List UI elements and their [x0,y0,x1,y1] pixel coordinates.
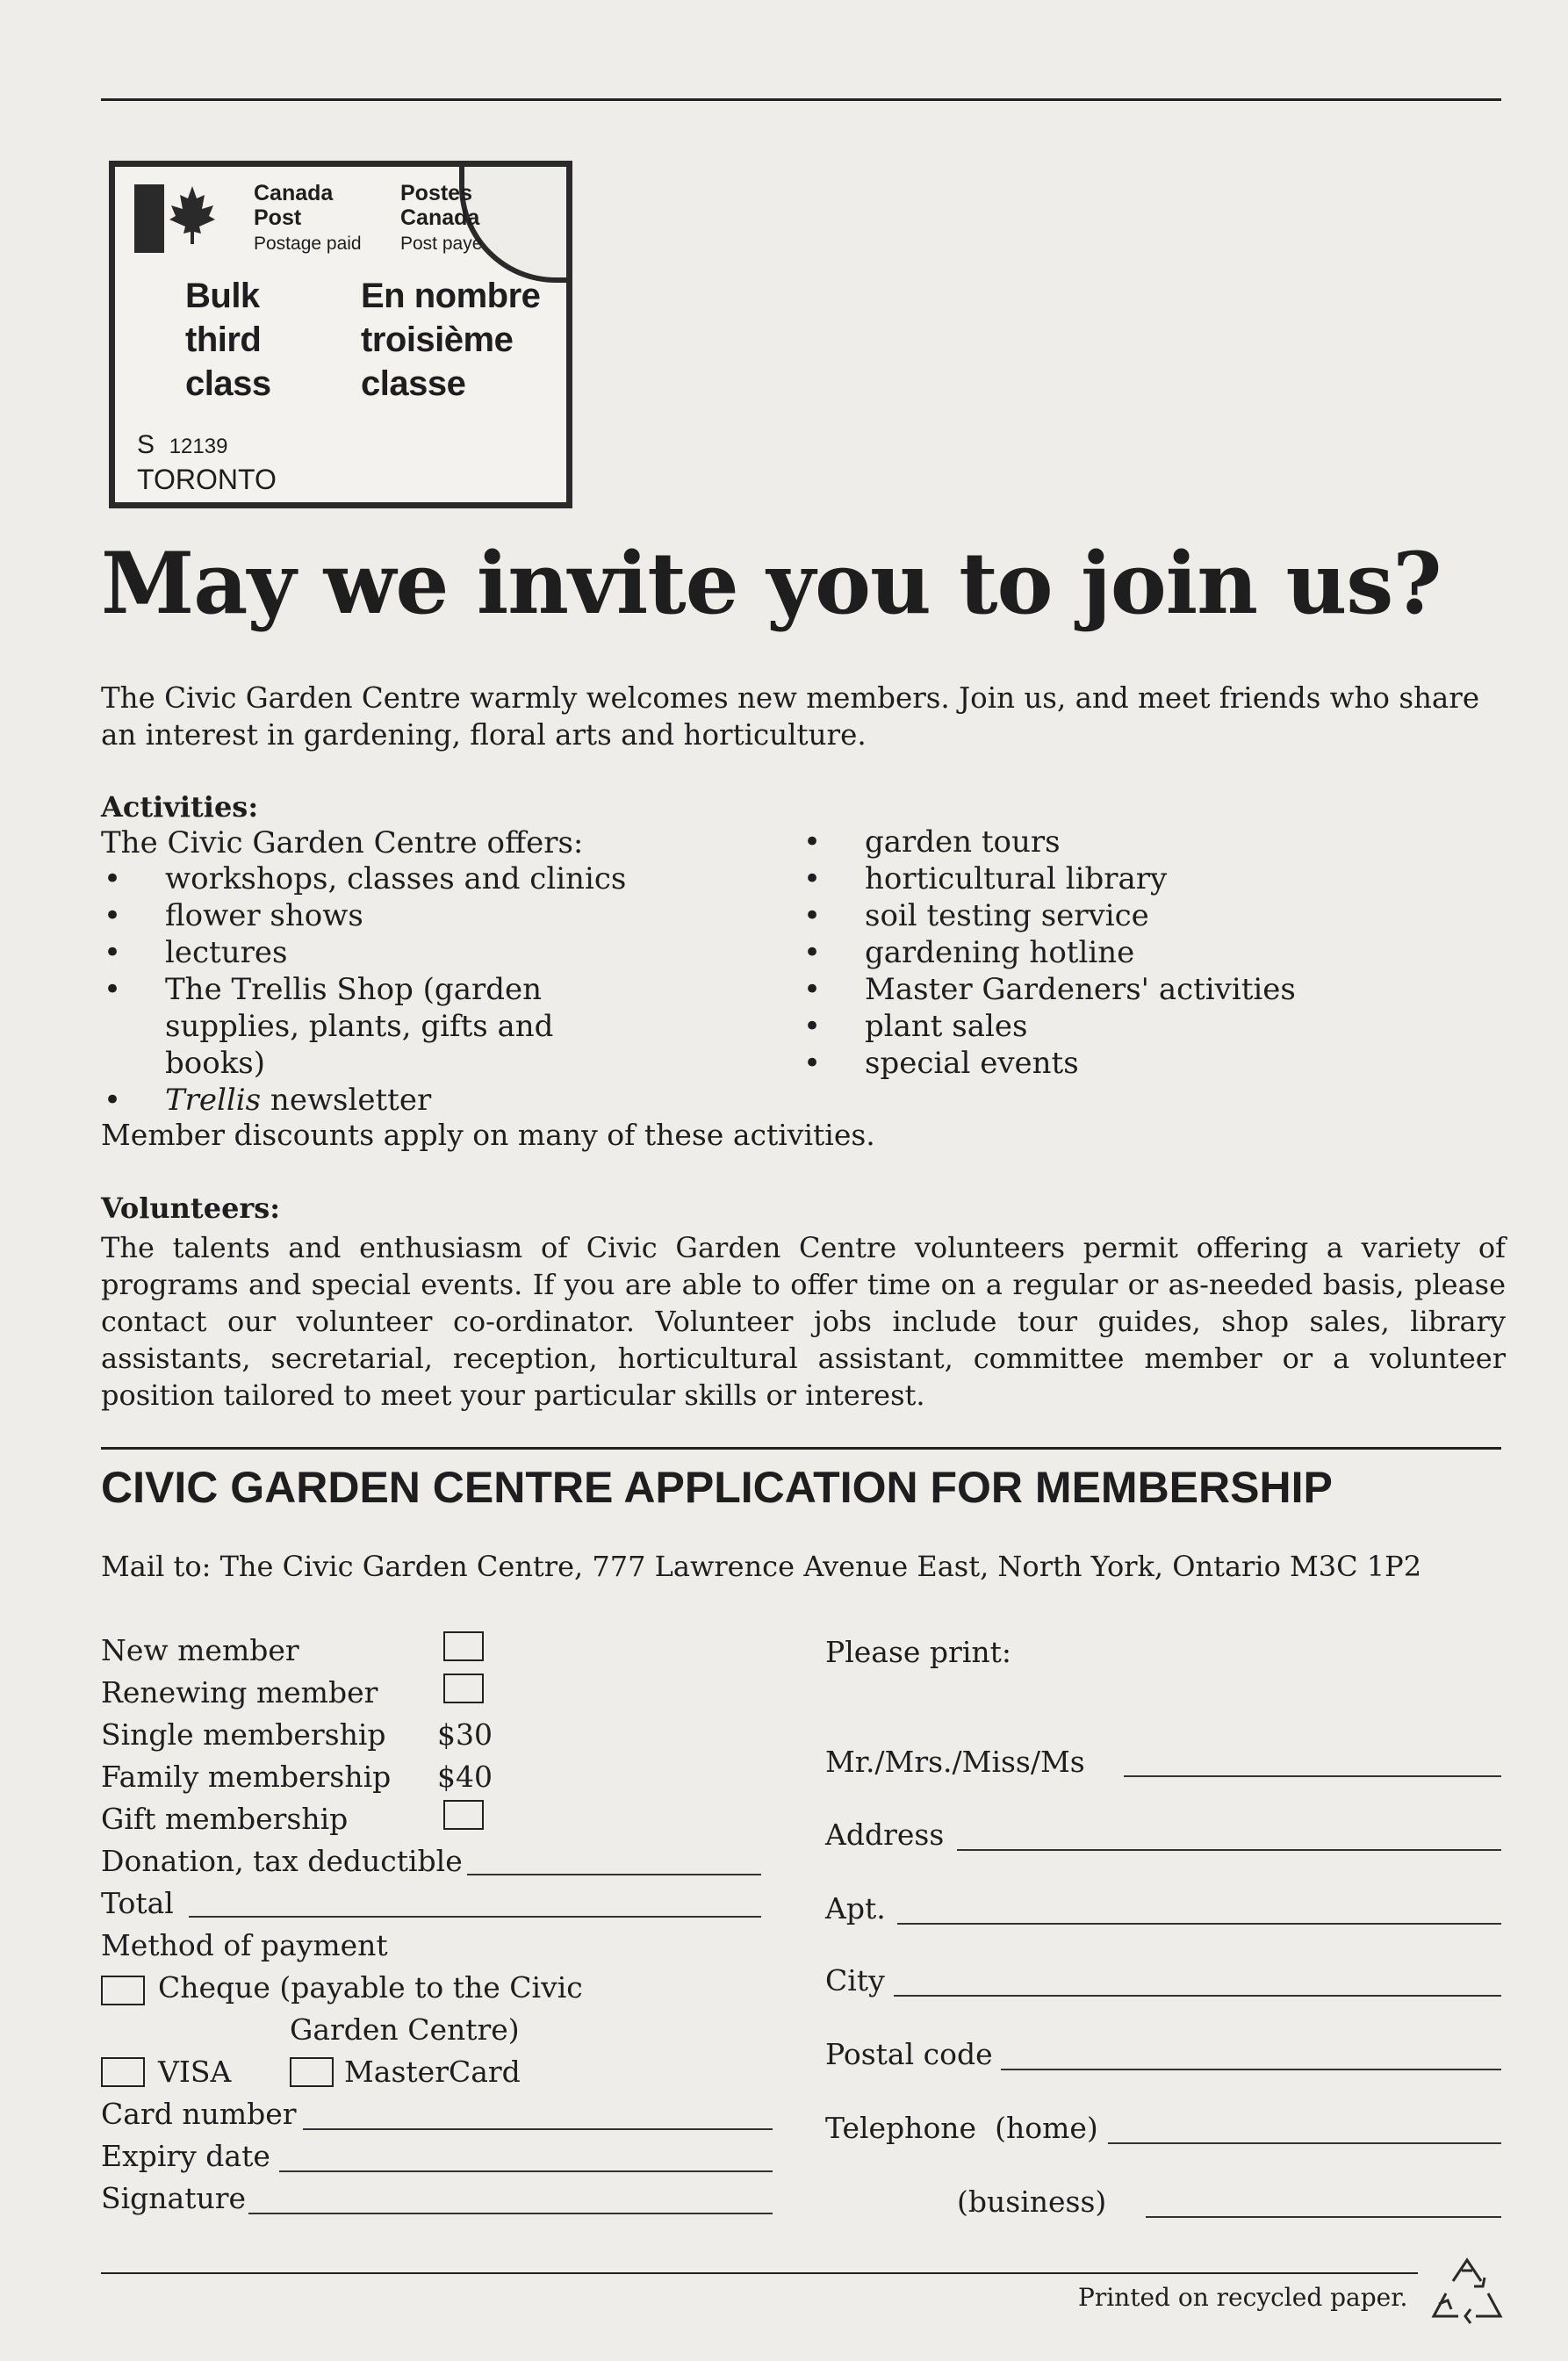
donation-field[interactable] [467,1874,761,1875]
telephone-business-field[interactable] [1146,2216,1501,2218]
signature-field[interactable] [248,2213,773,2214]
signature-label: Signature [101,2181,247,2215]
address-label: Address [825,1818,945,1852]
list-item: • plant sales [803,1008,1506,1045]
postage-paid-label: Postage paid [254,234,362,254]
recycled-paper-note: Printed on recycled paper. [1078,2283,1408,2312]
headline: May we invite you to join us? [101,534,1442,633]
apt-label: Apt. [825,1891,886,1926]
top-rule [101,98,1501,101]
cheque-label-line1: Cheque (payable to the Civic [158,1970,583,2005]
name-title-label: Mr./Mrs./Miss/Ms [825,1745,1085,1779]
activities-heading: Activities: [101,790,259,824]
intro-paragraph: The Civic Garden Centre warmly welcomes new members. Join us, and meet friends who share an interest in gardening, floral arts and horticulture. [101,681,1480,752]
telephone-home-label: Telephone (home) [825,2111,1098,2145]
gift-membership-checkbox[interactable] [443,1800,484,1830]
cheque-checkbox[interactable] [101,1976,145,2005]
address-field[interactable] [957,1849,1501,1851]
postage-indicia [109,161,572,508]
post-paye-label: Post paye [400,234,483,254]
renewing-member-label: Renewing member [101,1675,378,1710]
volunteers-heading: Volunteers: [101,1191,281,1225]
card-number-field[interactable] [303,2128,773,2130]
postes-canada-fr: Postes Canada [400,181,480,230]
renewing-member-checkbox[interactable] [443,1674,484,1703]
activities-lead: The Civic Garden Centre offers: [101,825,584,860]
total-field[interactable] [189,1916,761,1918]
canada-post-en: Canada Post [254,181,334,230]
new-member-checkbox[interactable] [443,1631,484,1661]
family-membership-price: $40 [437,1760,493,1794]
city-field[interactable] [894,1995,1501,1997]
list-item-trellis-newsletter: • Trellis newsletter [104,1082,771,1119]
postal-code-label: Postal code [825,2037,993,2071]
list-item: • workshops, classes and clinics [104,860,771,897]
permit-number: S 12139 [137,430,228,459]
card-number-label: Card number [101,2097,297,2131]
list-item: • gardening hotline [803,934,1506,971]
payment-method-label: Method of payment [101,1928,388,1962]
postal-code-field[interactable] [1001,2069,1501,2070]
volunteers-paragraph: The talents and enthusiasm of Civic Garden Centre volunteers permit offering a variety of programs and special events. If you are able to offer time on a regular or as-needed basis, please contact our volunteer co-ordinator. Volunteer jobs include tour guides, shop sales, library assistants, secretarial, reception, horticultural assistant, committee member or a volunteer position tailored to meet your particular skills or interest. [101,1231,1506,1412]
total-label: Total [101,1886,174,1920]
flag-bar [134,184,164,253]
family-membership-label: Family membership [101,1760,392,1794]
new-member-label: New member [101,1633,299,1667]
please-print-label: Please print: [825,1635,1012,1669]
apt-field[interactable] [897,1923,1501,1925]
mastercard-checkbox[interactable] [290,2057,334,2087]
expiry-date-label: Expiry date [101,2139,270,2173]
list-item: • Master Gardeners' activities [803,971,1506,1008]
visa-label: VISA [158,2055,232,2089]
member-discount-note: Member discounts apply on many of these activities. [101,1118,875,1152]
expiry-date-field[interactable] [279,2170,773,2172]
mastercard-label: MasterCard [344,2055,521,2089]
list-item: • lectures [104,934,771,971]
activities-left-list [104,860,771,1119]
telephone-business-label: (business) [957,2185,1107,2219]
recycle-icon [1427,2255,1507,2332]
section-rule [101,1447,1501,1450]
maple-leaf-icon [168,184,217,246]
list-item: • special events [803,1045,1506,1082]
single-membership-price: $30 [437,1717,493,1752]
telephone-home-field[interactable] [1108,2142,1501,2144]
list-item: • flower shows [104,897,771,934]
city-label: City [825,1963,885,1997]
single-membership-label: Single membership [101,1717,386,1752]
bulk-class-fr: En nombre troisième classe [361,277,541,403]
list-item: • soil testing service [803,897,1506,934]
bulk-class-en: Bulk third class [185,277,271,403]
gift-membership-label: Gift membership [101,1802,349,1836]
list-item: • horticultural library [803,860,1506,897]
list-item: • The Trellis Shop (garden supplies, plants, gifts and books) [104,971,657,1082]
list-item: • garden tours [803,824,1506,860]
cheque-label-line2: Garden Centre) [290,2012,520,2047]
application-title: CIVIC GARDEN CENTRE APPLICATION FOR MEMBERSHIP [101,1463,1333,1512]
activities-right-list [803,824,1506,1082]
name-field[interactable] [1124,1775,1501,1777]
bottom-rule [101,2272,1418,2274]
visa-checkbox[interactable] [101,2057,145,2087]
postage-city: TORONTO [137,464,277,495]
donation-label: Donation, tax deductible [101,1844,463,1878]
mail-to-address: Mail to: The Civic Garden Centre, 777 Lawrence Avenue East, North York, Ontario M3C 1P2 [101,1550,1422,1583]
